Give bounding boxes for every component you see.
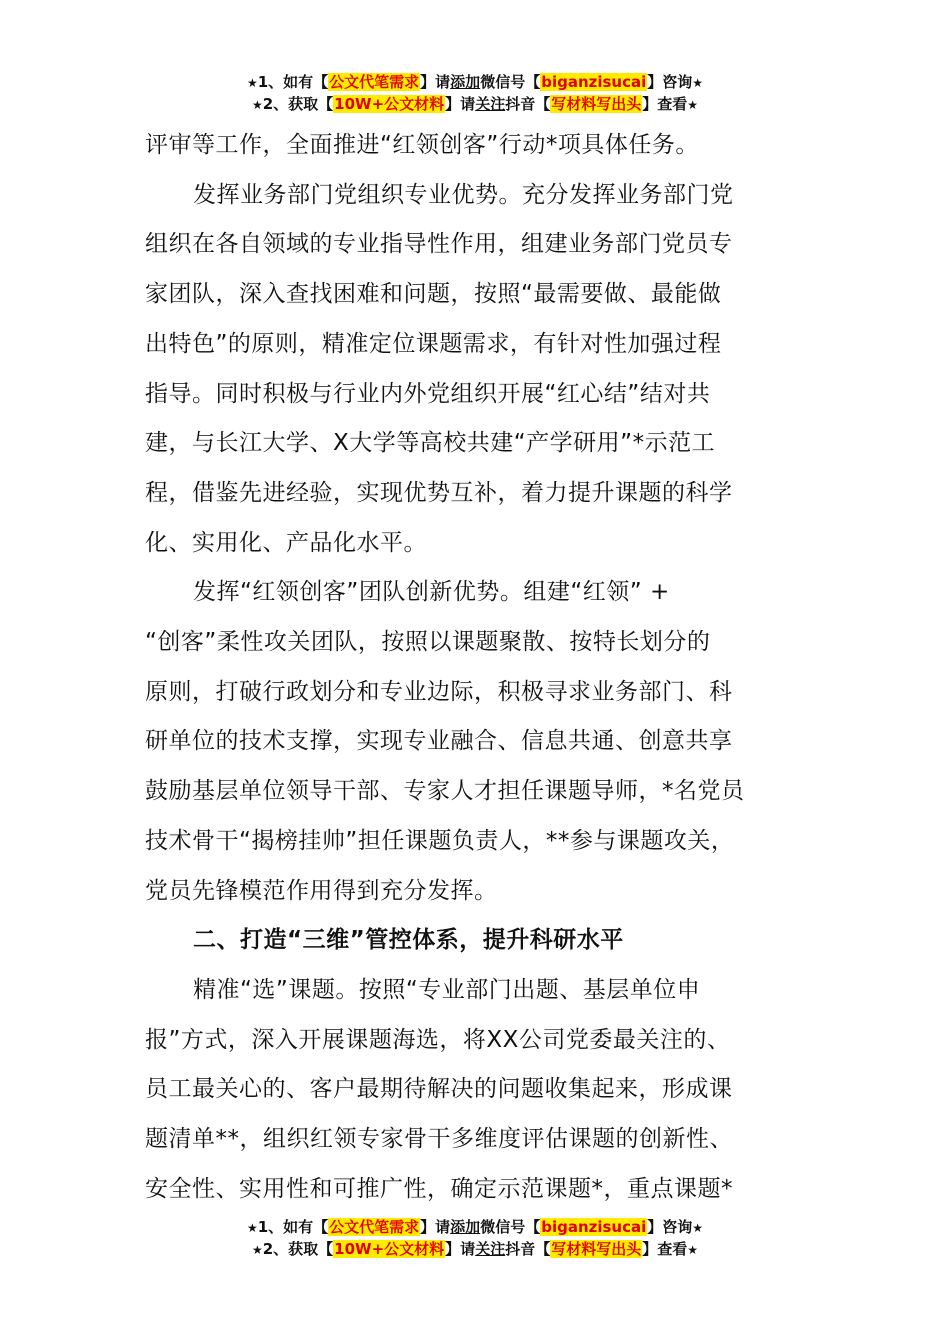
banner-text-underlined: 关注 bbox=[475, 95, 506, 113]
highlight-douyin: 写材料写出头 bbox=[551, 95, 642, 113]
banner-text: 微信号【 bbox=[480, 1218, 541, 1236]
banner-line-1 bbox=[0, 71, 950, 93]
text-line: 员工最关心的、客户最期待解决的问题收集起来，形成课 bbox=[145, 1076, 733, 1103]
text-line: 化、实用化、产品化水平。 bbox=[145, 529, 427, 556]
text-line: “创客”柔性攻关团队，按照以课题聚散、按特长划分的 bbox=[145, 629, 711, 656]
banner-text-underlined: 添加 bbox=[450, 1218, 481, 1236]
banner-text: 】咨询 bbox=[647, 73, 693, 91]
star-icon: ★ bbox=[687, 98, 699, 112]
star-icon: ★ bbox=[687, 1243, 699, 1257]
banner-text: 】查看 bbox=[642, 1240, 688, 1258]
star-icon: ★ bbox=[692, 76, 704, 90]
star-icon: ★ bbox=[251, 98, 263, 112]
banner-text: 1、如有【 bbox=[257, 73, 329, 91]
text-line: 指导。同时积极与行业内外党组织开展“红心结”结对共 bbox=[145, 380, 711, 407]
text-line: 建，与长江大学、X大学等高校共建“产学研用”*示范工 bbox=[145, 430, 716, 457]
banner-text: 2、获取【 bbox=[262, 95, 334, 113]
banner-text: 】请 bbox=[420, 1218, 451, 1236]
text-line: 研单位的技术支撑，实现专业融合、信息共通、创意共享 bbox=[145, 728, 733, 755]
text-line: 报”方式，深入开展课题海选，将XX公司党委最关注的、 bbox=[145, 1026, 731, 1053]
banner-text-underlined: 关注 bbox=[475, 1240, 506, 1258]
text-line: 原则，打破行政划分和专业边际，积极寻求业务部门、科 bbox=[145, 678, 733, 705]
banner-text: 1、如有【 bbox=[257, 1218, 329, 1236]
text-line: 组织在各自领域的专业指导性作用，组建业务部门党员专 bbox=[145, 231, 733, 258]
text-line: 题清单**，组织红领专家骨干多维度评估课题的创新性、 bbox=[145, 1126, 733, 1153]
banner-text: 2、获取【 bbox=[262, 1240, 334, 1258]
star-icon: ★ bbox=[251, 1243, 263, 1257]
text-line: 党员先锋模范作用得到充分发挥。 bbox=[145, 877, 498, 904]
banner-line-1 bbox=[0, 1216, 950, 1238]
text-line: 安全性、实用性和可推广性，确定示范课题*，重点课题* bbox=[145, 1175, 733, 1202]
highlight-service: 公文代笔需求 bbox=[329, 1218, 420, 1236]
banner-text: 微信号【 bbox=[480, 73, 541, 91]
banner-text: 抖音【 bbox=[505, 1240, 551, 1258]
footer-banner bbox=[0, 1216, 950, 1260]
banner-text: 】咨询 bbox=[647, 1218, 693, 1236]
highlight-wechat-id: biganzisucai bbox=[541, 73, 647, 91]
paragraph-start-line: 发挥业务部门党组织专业优势。充分发挥业务部门党 bbox=[193, 181, 734, 208]
banner-text: 】查看 bbox=[642, 95, 688, 113]
highlight-materials: 10W+公文材料 bbox=[334, 1240, 445, 1258]
banner-line-2 bbox=[0, 1238, 950, 1260]
highlight-douyin: 写材料写出头 bbox=[551, 1240, 642, 1258]
banner-line-2 bbox=[0, 93, 950, 115]
paragraph-start-line: 精准“选”课题。按照“专业部门出题、基层单位申 bbox=[193, 976, 701, 1003]
banner-text-underlined: 添加 bbox=[450, 73, 481, 91]
text-line: 技术骨干“揭榜挂帅”担任课题负责人，**参与课题攻关， bbox=[145, 827, 735, 854]
section-heading: 二、打造“三维”管控体系，提升科研水平 bbox=[193, 927, 624, 954]
star-icon: ★ bbox=[246, 1221, 258, 1235]
document-body bbox=[145, 121, 835, 1214]
text-line: 评审等工作，全面推进“红领创客”行动*项具体任务。 bbox=[145, 132, 699, 158]
banner-text: 抖音【 bbox=[505, 95, 551, 113]
banner-text: 】请 bbox=[420, 73, 451, 91]
highlight-materials: 10W+公文材料 bbox=[334, 95, 445, 113]
text-line: 家团队，深入查找困难和问题，按照“最需要做、最能做 bbox=[145, 281, 722, 308]
header-banner bbox=[0, 71, 950, 115]
text-line: 鼓励基层单位领导干部、专家人才担任课题导师，*名党员 bbox=[145, 778, 745, 805]
text-line: 程，借鉴先进经验，实现优势互补，着力提升课题的科学 bbox=[145, 479, 733, 506]
paragraph-start-line: 发挥“红领创客”团队创新优势。组建“红领” + bbox=[193, 579, 670, 606]
highlight-wechat-id: biganzisucai bbox=[541, 1218, 647, 1236]
star-icon: ★ bbox=[246, 76, 258, 90]
highlight-service: 公文代笔需求 bbox=[329, 73, 420, 91]
star-icon: ★ bbox=[692, 1221, 704, 1235]
banner-text: 】请 bbox=[445, 1240, 476, 1258]
banner-text: 】请 bbox=[445, 95, 476, 113]
text-line: 出特色”的原则，精准定位课题需求，有针对性加强过程 bbox=[145, 330, 722, 357]
